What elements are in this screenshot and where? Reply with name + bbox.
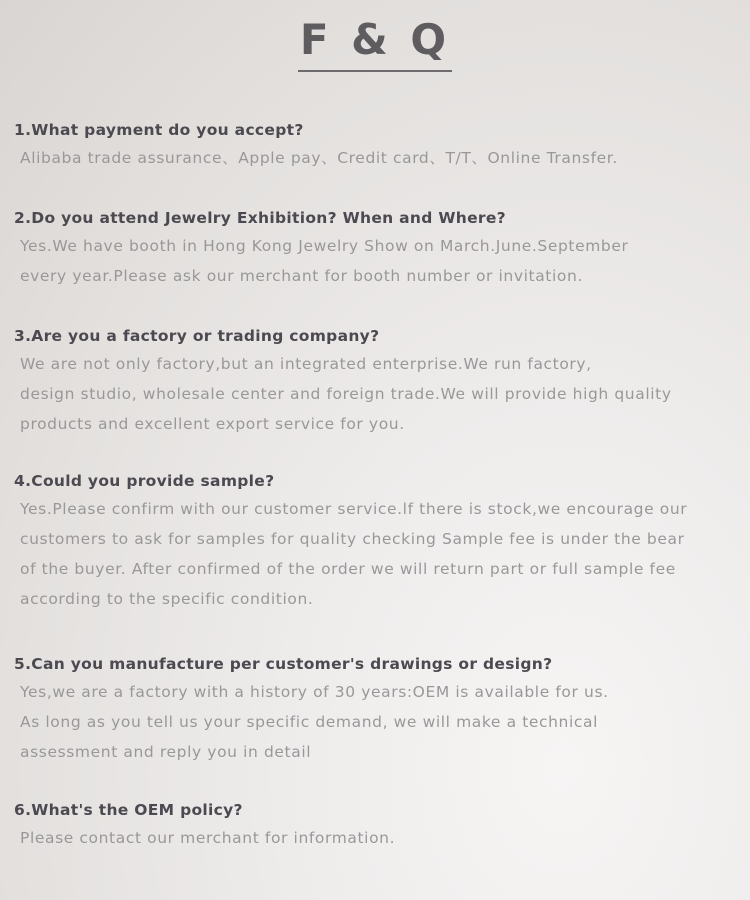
page-title: F & Q [298, 14, 452, 72]
faq-question: 3.Are you a factory or trading company? [14, 327, 380, 345]
faq-item-exhibition [14, 205, 744, 323]
faq-answer-line: Alibaba trade assurance、Apple pay、Credit card、T/T、Online Transfer. [20, 149, 618, 167]
faq-item-oem-policy [14, 797, 744, 853]
faq-answer [14, 143, 744, 173]
faq-answer-line: assessment and reply you in detail [20, 743, 312, 761]
faq-answer-line: As long as you tell us your specific demand, we will make a technical [20, 713, 599, 731]
faq-question: 6.What's the OEM policy? [14, 801, 243, 819]
faq-answer-line: Please contact our merchant for information. [20, 829, 396, 847]
faq-item-payment [14, 117, 744, 205]
faq-item-factory [14, 323, 744, 468]
faq-answer-line: design studio, wholesale center and foreign trade.We will provide high quality [20, 385, 672, 403]
faq-item-sample [14, 468, 744, 651]
faq-question: 1.What payment do you accept? [14, 121, 304, 139]
faq-answer [14, 823, 744, 853]
faq-answer-line: Yes.Please confirm with our customer service.lf there is stock,we encourage our [20, 500, 688, 518]
faq-question: 2.Do you attend Jewelry Exhibition? When and Where? [14, 209, 506, 227]
faq-question: 4.Could you provide sample? [14, 472, 275, 490]
faq-answer [14, 349, 744, 439]
faq-answer-line: according to the specific condition. [20, 590, 314, 608]
faq-answer [14, 494, 744, 614]
faq-answer-line: Yes,we are a factory with a history of 30 years:OEM is available for us. [20, 683, 609, 701]
faq-answer-line: products and excellent export service for you. [20, 415, 405, 433]
title-wrap [0, 14, 750, 72]
faq-question: 5.Can you manufacture per customer's drawings or design? [14, 655, 553, 673]
faq-answer-line: every year.Please ask our merchant for booth number or invitation. [20, 267, 583, 285]
faq-answer-line: Yes.We have booth in Hong Kong Jewelry Show on March.June.September [20, 237, 629, 255]
faq-answer [14, 677, 744, 767]
faq-answer [14, 231, 744, 291]
faq-answer-line: of the buyer. After confirmed of the order we will return part or full sample fee [20, 560, 676, 578]
faq-item-custom-design [14, 651, 744, 797]
faq-answer-line: customers to ask for samples for quality checking Sample fee is under the bear [20, 530, 685, 548]
faq-list [14, 117, 744, 853]
faq-answer-line: We are not only factory,but an integrated enterprise.We run factory, [20, 355, 592, 373]
